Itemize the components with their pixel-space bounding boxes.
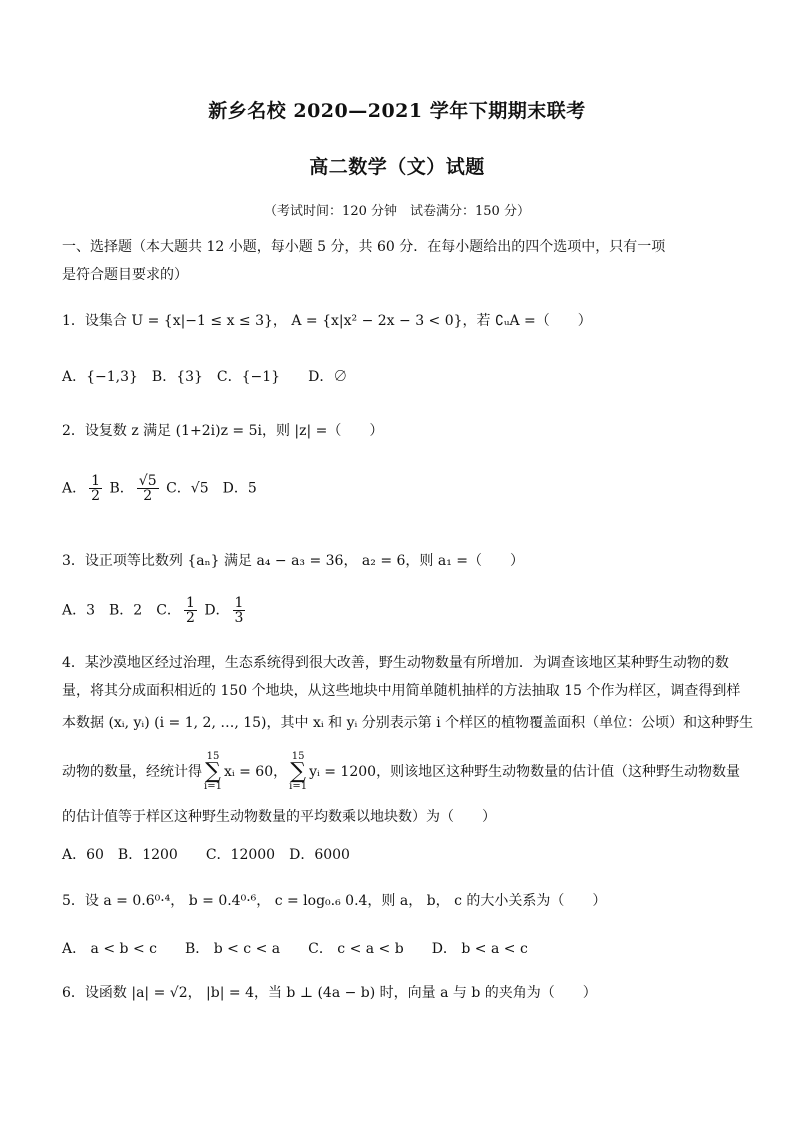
question-4-line2: 量，将其分成面积相近的 150 个地块，从这些地块中用简单随机抽样的方法抽取 15 个作为样区，调查得到样 <box>62 683 741 699</box>
q4-sum-x-upper: 15 <box>206 751 220 762</box>
q3-opt-d-label: D． <box>204 602 230 619</box>
question-4-options: A．60 B．1200 C．12000 D．6000 <box>62 847 350 863</box>
q3-opt-c-numerator: 1 <box>185 595 195 611</box>
q2-opt-b-fraction <box>137 474 159 503</box>
question-2-stem: 2．设复数 z 满足 (1+2i)z = 5i，则 |z| =（ ） <box>62 423 384 439</box>
exam-subtitle: 高二数学（文）试题 <box>309 156 485 178</box>
q4-sum-y-lower: i=1 <box>289 781 308 792</box>
q3-opt-c-denominator: 2 <box>185 610 195 626</box>
q3-opt-ab: A．3 B．2 C． <box>62 602 181 619</box>
exam-title: 新乡名校 2020—2021 学年下期期末联考 <box>208 100 586 122</box>
sigma-icon: ∑ <box>205 759 221 784</box>
sigma-icon: ∑ <box>290 759 306 784</box>
question-3-stem: 3．设正项等比数列 {aₙ} 满足 a₄ − a₃ = 36， a₂ = 6，则 a₁ =（ ） <box>62 553 525 569</box>
question-5-options: A． a < b < c B． b < c < a C． c < a < b D． b < a < c <box>62 941 528 957</box>
question-2-options <box>62 474 257 503</box>
question-4-line1: 4．某沙漠地区经过治理，生态系统得到很大改善，野生动物数量有所增加．为调查该地区某种野生动物的数 <box>62 655 729 671</box>
q2-opt-a-denominator: 2 <box>91 488 101 504</box>
q4-sum-x-lower: i=1 <box>204 781 222 792</box>
question-5-stem: 5．设 a = 0.6⁰·⁴， b = 0.4⁰·⁶， c = log₀.₆ 0.4，则 a， b， c 的大小关系为（ ） <box>62 893 607 909</box>
q4-line4-text-c: yᵢ = 1200，则该地区这种野生动物数量的估计值（这种野生动物数量 <box>309 764 741 780</box>
question-3-options <box>62 596 248 625</box>
question-1-stem: 1．设集合 U = {x|−1 ≤ x ≤ 3}， A = {x|x² − 2x − 3 < 0}，若 ∁ᵤA =（ ） <box>62 313 592 329</box>
section-heading-line2: 是符合题目要求的） <box>62 267 188 283</box>
q2-opt-a-fraction <box>89 474 102 503</box>
question-1-options: A．{−1,3} B．{3} C．{−1} D．∅ <box>62 369 348 385</box>
question-4-line3: 本数据 (xᵢ, yᵢ) (i = 1, 2, …, 15)，其中 xᵢ 和 yᵢ 分别表示第 i 个样区的植物覆盖面积（单位：公顷）和这种野生 <box>62 715 754 731</box>
q4-line4-text-b: xᵢ = 60， <box>223 764 288 780</box>
q2-opt-b-label: B． <box>109 480 134 497</box>
q3-opt-d-numerator: 1 <box>234 595 244 611</box>
exam-time-note: （考试时间：120 分钟 试卷满分：150 分） <box>264 204 530 219</box>
q2-opt-cd: C．√5 D．5 <box>166 480 257 497</box>
question-6-stem: 6．设函数 |a| = √2， |b| = 4，当 b ⊥ (4a − b) 时，向量 a 与 b 的夹角为（ ） <box>62 985 597 1001</box>
q3-opt-d-denominator: 3 <box>234 610 244 626</box>
q2-opt-a-label: A． <box>62 480 87 497</box>
section-heading-line1: 一、选择题（本大题共 12 小题，每小题 5 分，共 60 分．在每小题给出的四个选项中，只有一项 <box>62 239 666 255</box>
q4-sum-y-upper: 15 <box>291 751 305 762</box>
q3-opt-c-fraction <box>184 596 197 625</box>
q4-sum-y <box>289 752 307 792</box>
question-4-line4 <box>62 752 740 792</box>
q2-opt-b-denominator: 2 <box>143 488 153 504</box>
q4-line4-text-a: 动物的数量，经统计得 <box>62 764 202 780</box>
q2-opt-a-numerator: 1 <box>91 473 101 489</box>
q3-opt-d-fraction <box>233 596 246 625</box>
question-4-line5: 的估计值等于样区这种野生动物数量的平均数乘以地块数）为（ ） <box>62 809 496 825</box>
q4-sum-x <box>204 752 222 792</box>
q2-opt-b-numerator: √5 <box>138 473 157 489</box>
